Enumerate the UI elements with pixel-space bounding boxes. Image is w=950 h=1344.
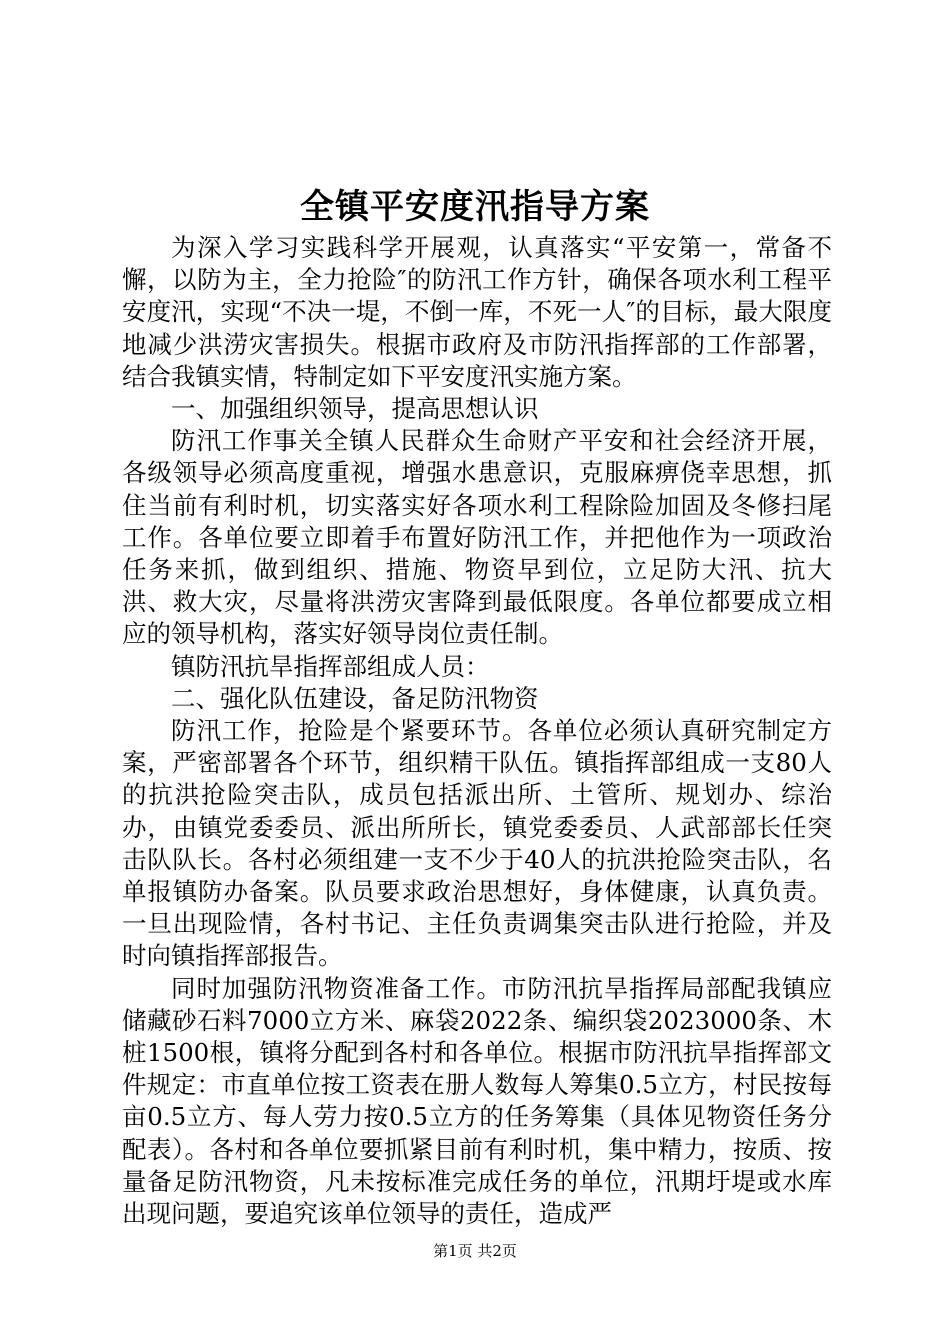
- document-title: 全镇平安度汛指导方案: [300, 187, 650, 227]
- page-footer: 第1页 共2页: [433, 1242, 517, 1260]
- document-body: [122, 232, 832, 1230]
- paragraph-intro: 为深入学习实践科学开展观，认真落实“平安第一，常备不懈，以防为主，全力抢险″的防汛工作方针，确保各项水利工程平安度汛，实现“不决一堤，不倒一库，不死一人″的目标，最大限度地减少洪涝灾害损失。根据市政府及市防汛指挥部的工作部署，结合我镇实情，特制定如下平安度汛实施方案。: [122, 233, 832, 391]
- paragraph-team: 防汛工作，抢险是个紧要环节。各单位必须认真研究制定方案，严密部署各个环节，组织精干队伍。镇指挥部组成一支80人的抗洪抢险突击队，成员包括派出所、土管所、规划办、综治办，由镇党委委员、派出所所长，镇党委委员、人武部部长任突击队队长。各村必须组建一支不少于40人的抗洪抢险突击队，名单报镇防办备案。队员要求政治思想好，身体健康，认真负责。一旦出现险情，各村书记、主任负责调集突击队进行抢险，并及时向镇指挥部报告。: [122, 716, 832, 971]
- section-heading-2: 二、强化队伍建设，备足防汛物资: [171, 683, 539, 713]
- paragraph-materials: 同时加强防汛物资准备工作。市防汛抗旱指挥局部配我镇应储藏砂石料7000立方米、麻袋2022条、编织袋2023000条、木桩1500根，镇将分配到各村和各单位。根据市防汛抗旱指挥部文件规定：市直单位按工资表在册人数每人筹集0.5立方，村民按每亩0.5立方、每人劳力按0.5立方的任务筹集（具体见物资任务分配表）。各村和各单位要抓紧目前有利时机，集中精力，按质、按量备足防汛物资，凡未按标准完成任务的单位，汛期圩堤或水库出现问题，要追究该单位领导的责任，造成严: [122, 973, 832, 1229]
- paragraph-members: 镇防汛抗旱指挥部组成人员：: [171, 651, 490, 681]
- section-heading-1: 一、加强组织领导，提高思想认识: [171, 394, 539, 424]
- paragraph-section-1: 防汛工作事关全镇人民群众生命财产平安和社会经济开展，各级领导必须高度重视，增强水患意识，克服麻痹侥幸思想，抓住当前有利时机，切实落实好各项水利工程除险加固及冬修扫尾工作。各单位要立即着手布置好防汛工作，并把他作为一项政治任务来抓，做到组织、措施、物资早到位，立足防大汛、抗大洪、救大灾，尽量将洪涝灾害降到最低限度。各单位都要成立相应的领导机构，落实好领导岗位责任制。: [122, 426, 832, 649]
